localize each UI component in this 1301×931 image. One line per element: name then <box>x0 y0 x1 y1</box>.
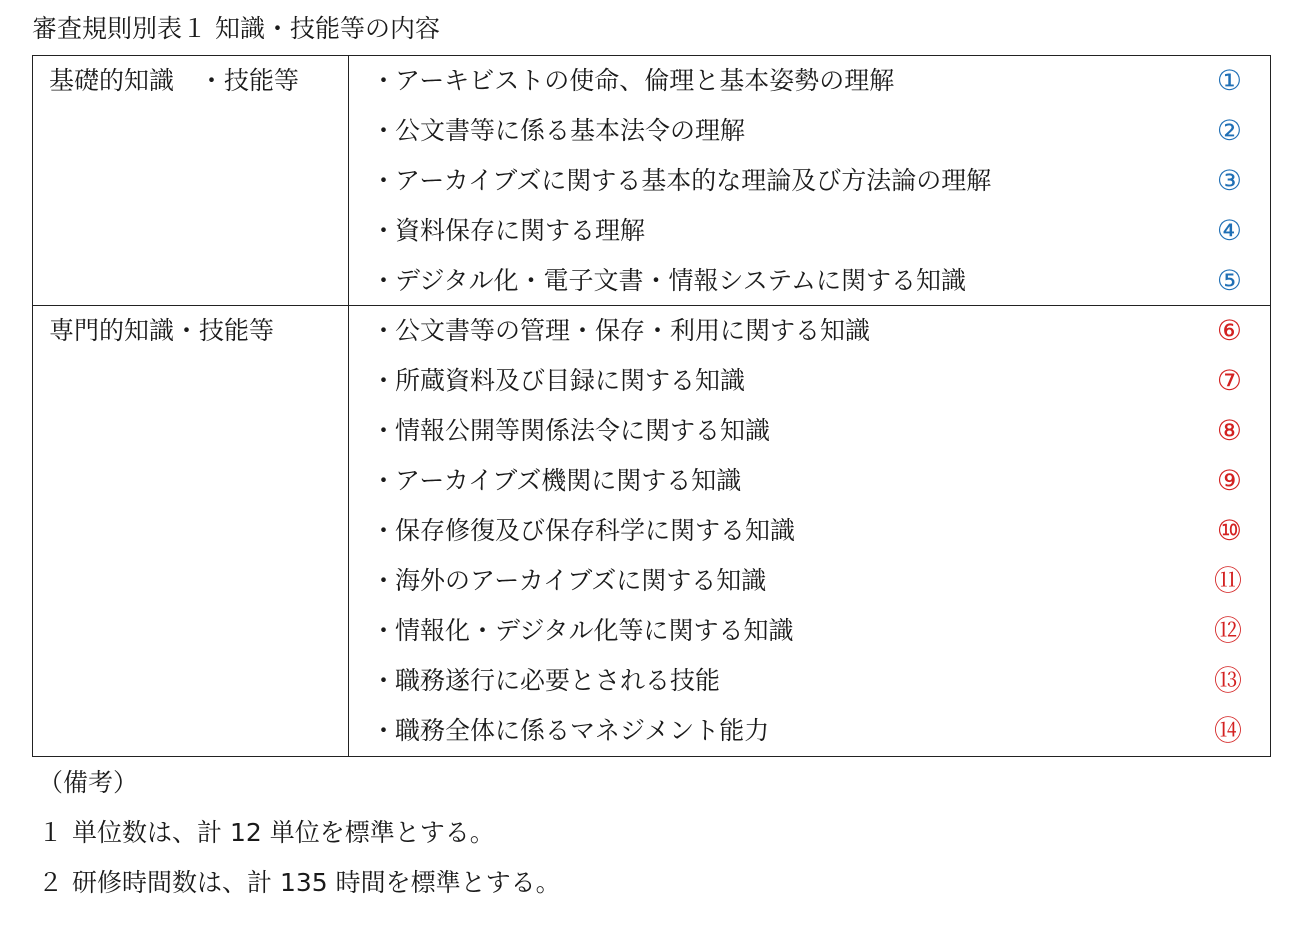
list-item <box>363 56 1270 106</box>
note-text: 研修時間数は、計 135 時間を標準とする。 <box>72 868 561 897</box>
item-number-marker: ① <box>1216 64 1242 97</box>
list-item <box>363 506 1270 556</box>
item-number-marker: ⑤ <box>1216 264 1242 297</box>
item-number-marker: ④ <box>1216 214 1242 247</box>
note-text: 単位数は、計 12 単位を標準とする。 <box>72 818 495 847</box>
list-item <box>363 656 1270 706</box>
item-text: デジタル化・電子文書・情報システムに関する知識 <box>395 266 967 295</box>
item-number-marker: ⑦ <box>1216 364 1242 397</box>
item-text: アーカイブズ機関に関する知識 <box>395 466 742 495</box>
note-line <box>38 866 561 900</box>
list-item <box>363 306 1270 356</box>
notes <box>38 766 561 900</box>
page-title: 審査規則別表１ 知識・技能等の内容 <box>32 14 440 43</box>
note-number: １ <box>38 818 64 847</box>
section-label-basic: 基礎的知識 ・技能等 <box>49 66 300 95</box>
bullet: ・ <box>371 66 397 95</box>
bullet: ・ <box>371 166 397 195</box>
item-number-marker: ⑧ <box>1216 414 1242 447</box>
bullet: ・ <box>371 116 397 145</box>
item-text: アーキビストの使命、倫理と基本姿勢の理解 <box>395 66 895 95</box>
note-line <box>38 816 561 850</box>
item-number-marker: ⑫ <box>1213 614 1242 647</box>
bullet: ・ <box>371 516 397 545</box>
bullet: ・ <box>371 416 397 445</box>
item-text: 情報化・デジタル化等に関する知識 <box>395 616 794 645</box>
bullet: ・ <box>371 616 397 645</box>
list-item <box>363 356 1270 406</box>
bullet: ・ <box>371 466 397 495</box>
item-text: 海外のアーカイブズに関する知識 <box>395 566 767 595</box>
item-number-marker: ⑭ <box>1213 714 1242 747</box>
bullet: ・ <box>371 566 397 595</box>
bullet: ・ <box>371 366 397 395</box>
list-item <box>363 206 1270 256</box>
note-number: ２ <box>38 868 64 897</box>
list-item <box>363 556 1270 606</box>
item-text: 職務遂行に必要とされる技能 <box>395 666 721 695</box>
item-number-marker: ⑪ <box>1213 564 1242 597</box>
bullet: ・ <box>371 716 397 745</box>
bullet: ・ <box>371 316 397 345</box>
item-number-marker: ⑬ <box>1213 664 1242 697</box>
knowledge-skills-table <box>32 55 1271 757</box>
item-number-marker: ② <box>1216 114 1242 147</box>
list-item <box>363 706 1270 756</box>
item-number-marker: ③ <box>1216 164 1242 197</box>
item-number-marker: ⑥ <box>1216 314 1242 347</box>
item-text: 公文書等に係る基本法令の理解 <box>395 116 746 145</box>
item-number-marker: ⑨ <box>1216 464 1242 497</box>
section-basic <box>33 56 1270 306</box>
section-label-special: 専門的知識・技能等 <box>49 316 275 345</box>
column-divider <box>348 306 349 756</box>
item-number-marker: ⑩ <box>1216 514 1242 547</box>
item-text: アーカイブズに関する基本的な理論及び方法論の理解 <box>395 166 992 195</box>
item-text: 保存修復及び保存科学に関する知識 <box>395 516 796 545</box>
bullet: ・ <box>371 216 397 245</box>
item-list-special <box>363 306 1270 756</box>
item-text: 情報公開等関係法令に関する知識 <box>395 416 771 445</box>
list-item <box>363 256 1270 306</box>
list-item <box>363 456 1270 506</box>
item-text: 所蔵資料及び目録に関する知識 <box>395 366 746 395</box>
item-text: 公文書等の管理・保存・利用に関する知識 <box>395 316 871 345</box>
section-special <box>33 306 1270 756</box>
list-item <box>363 156 1270 206</box>
list-item <box>363 606 1270 656</box>
item-text: 職務全体に係るマネジメント能力 <box>395 716 770 745</box>
column-divider <box>348 56 349 305</box>
notes-heading: （備考） <box>38 768 139 797</box>
bullet: ・ <box>371 666 397 695</box>
item-list-basic <box>363 56 1270 306</box>
list-item <box>363 406 1270 456</box>
item-text: 資料保存に関する理解 <box>395 216 646 245</box>
list-item <box>363 106 1270 156</box>
bullet: ・ <box>371 266 397 295</box>
